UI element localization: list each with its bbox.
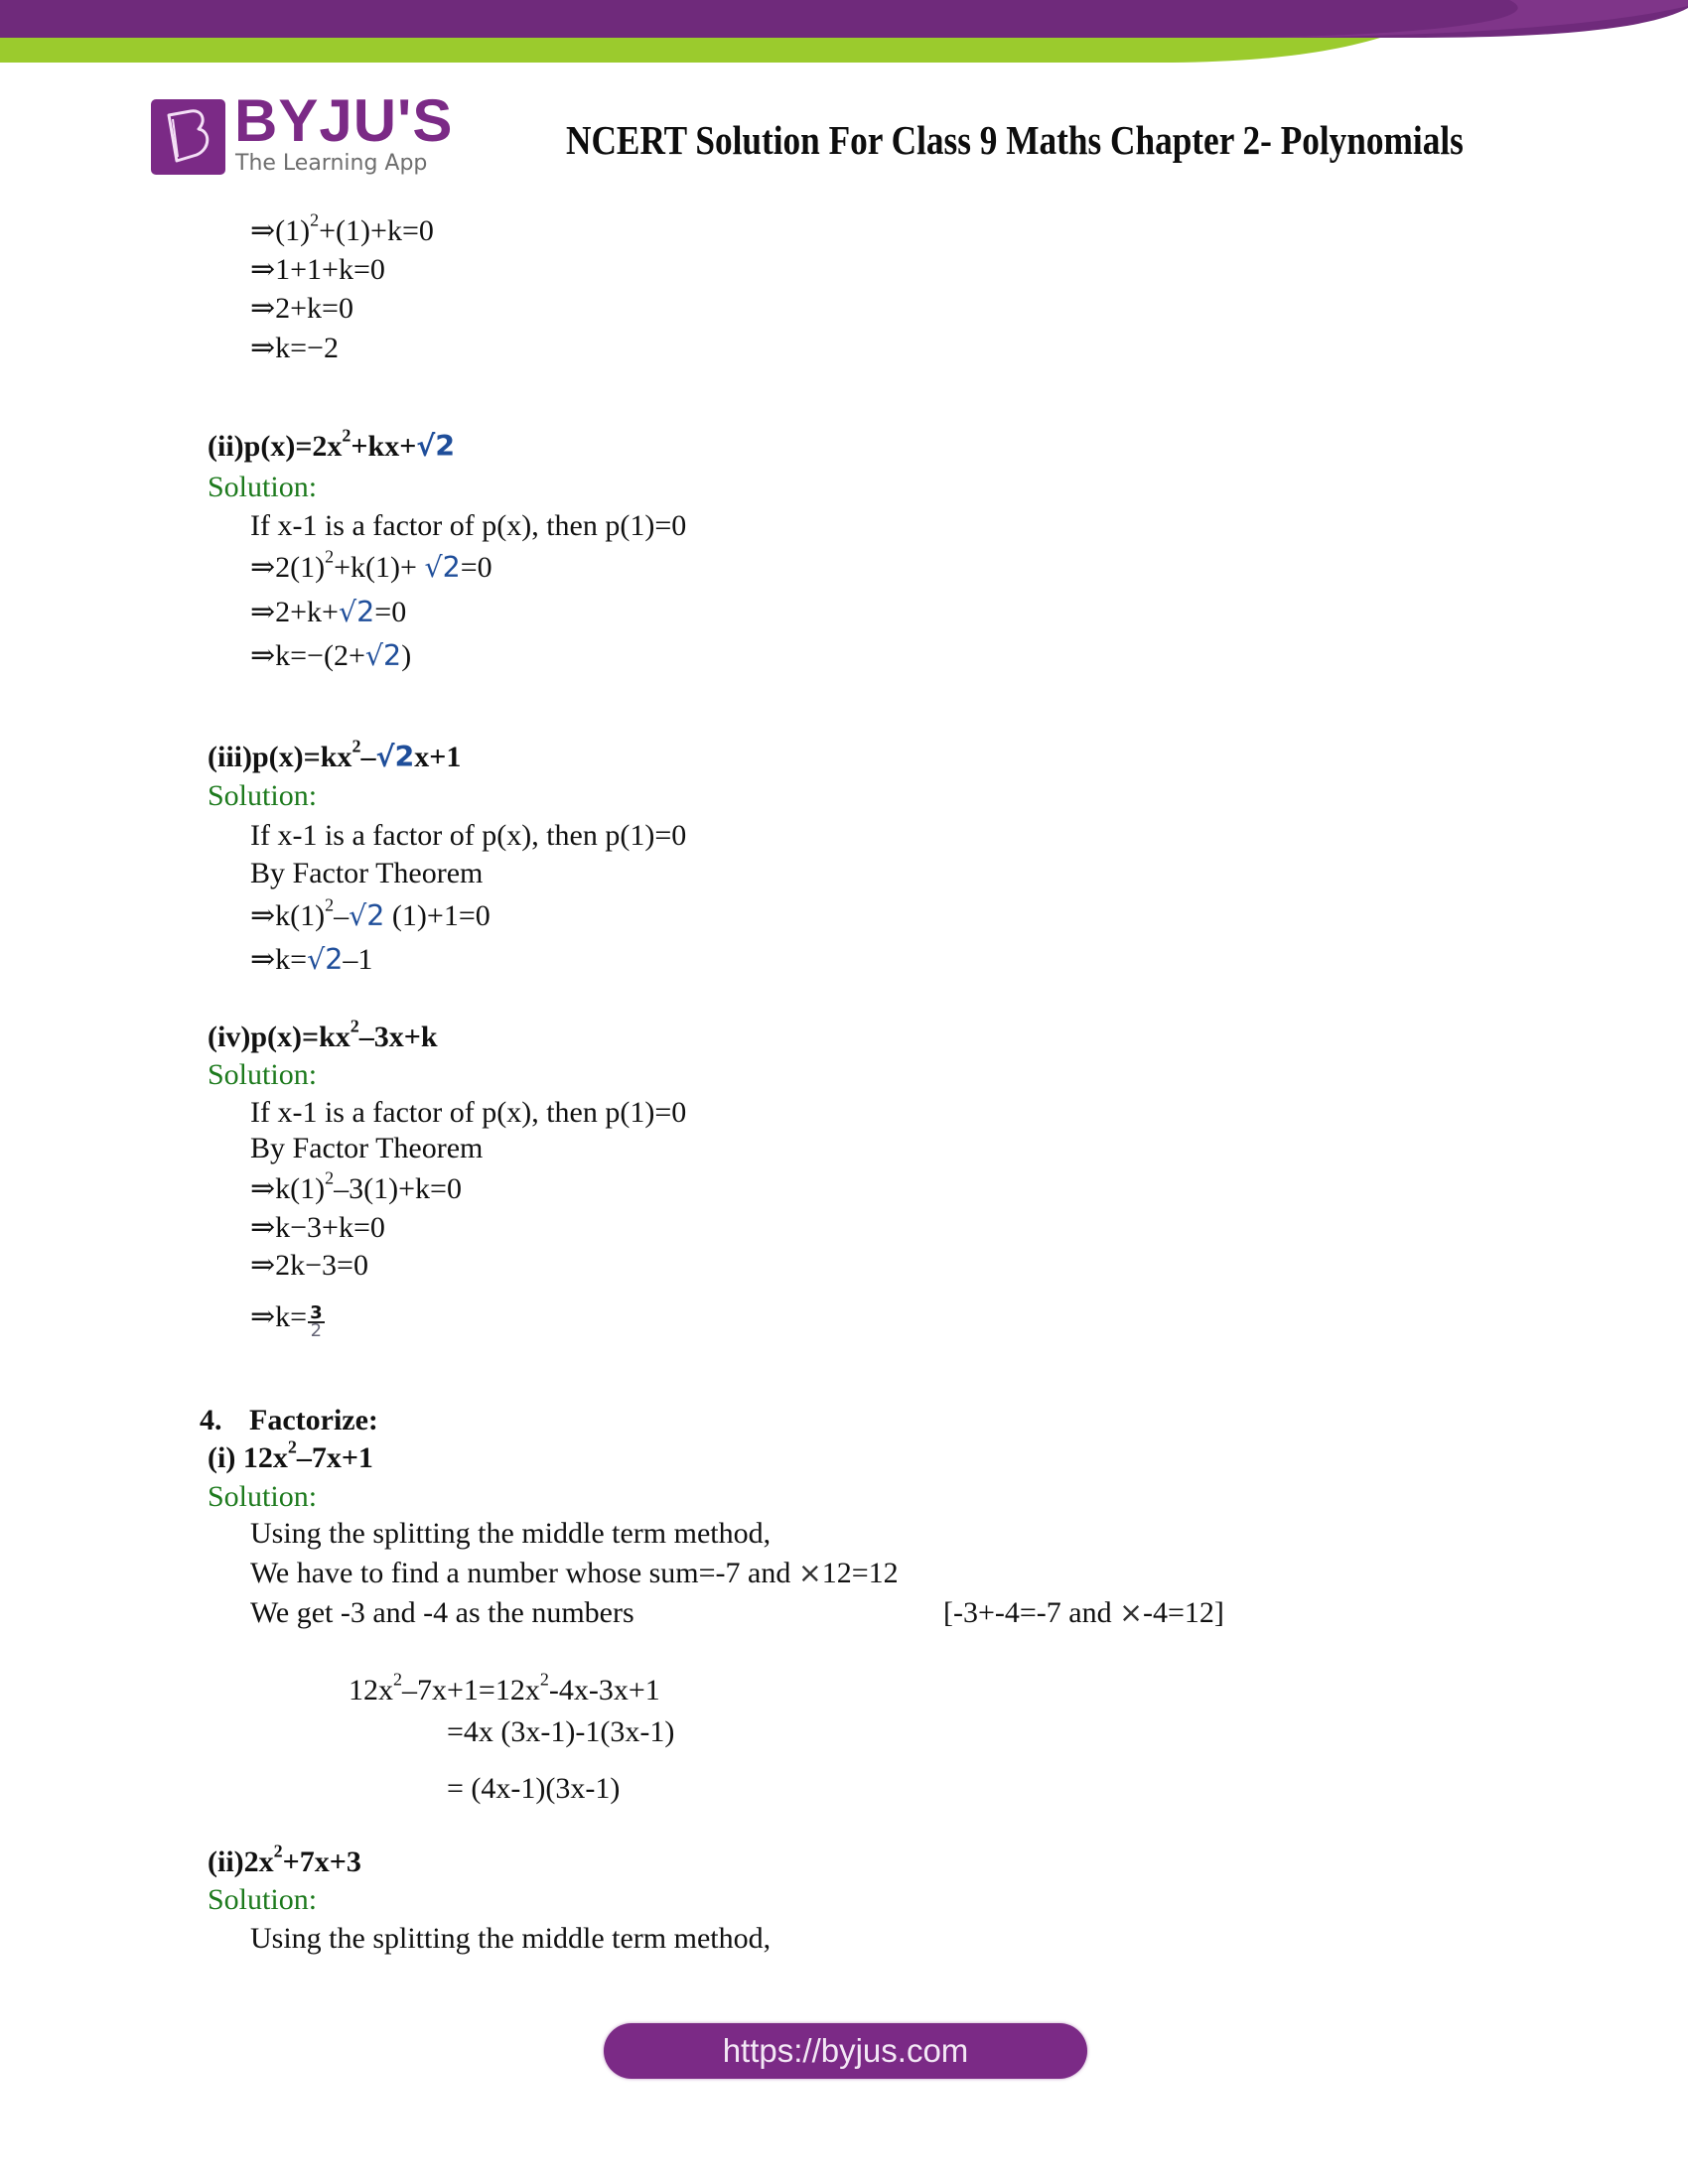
sqrt-symbol: √2 bbox=[375, 741, 415, 773]
heading-text: (iii)p(x)=kx bbox=[208, 741, 352, 773]
solution-text: We have to find a number whose sum=-7 and bbox=[250, 1557, 798, 1589]
heading-text: – bbox=[360, 741, 376, 773]
heading-text: x+1 bbox=[414, 741, 462, 773]
equation-text: 12x bbox=[349, 1674, 393, 1706]
question-title: Factorize: bbox=[249, 1404, 378, 1436]
logo-wordmark: BYJU'S bbox=[234, 87, 454, 154]
logo-b-icon bbox=[151, 99, 225, 175]
superscript: 2 bbox=[539, 1669, 549, 1690]
equation-line: =4x (3x-1)-1(3x-1) bbox=[447, 1715, 675, 1748]
step-line bbox=[250, 942, 372, 978]
step-text: ⇒k(1) bbox=[250, 1172, 326, 1205]
step-text: (1)+1=0 bbox=[384, 899, 491, 932]
step-text: –1 bbox=[343, 943, 373, 976]
multiply-symbol: × bbox=[1119, 1596, 1144, 1629]
fraction-numerator: 3 bbox=[310, 1302, 323, 1324]
heading-text: (i) 12x bbox=[208, 1441, 288, 1474]
solution-line: We get -3 and -4 as the numbers bbox=[250, 1596, 634, 1629]
superscript: 2 bbox=[287, 1436, 297, 1457]
solution-line: If x-1 is a factor of p(x), then p(1)=0 bbox=[250, 819, 687, 852]
step-text: ⇒2+k+ bbox=[250, 596, 339, 628]
equation-text: –7x+1=12x bbox=[402, 1674, 540, 1706]
document-title: NCERT Solution For Class 9 Maths Chapter 2- Polynomials bbox=[566, 117, 1464, 163]
side-note bbox=[943, 1595, 1224, 1631]
step-text: ⇒(1) bbox=[250, 214, 311, 247]
solution-line: By Factor Theorem bbox=[250, 857, 484, 889]
sqrt-symbol: √2 bbox=[307, 943, 344, 976]
step-line: ⇒1+1+k=0 bbox=[250, 253, 385, 286]
question-heading bbox=[208, 425, 456, 465]
step-text: ⇒k(1) bbox=[250, 899, 326, 932]
heading-text: (iv)p(x)=kx bbox=[208, 1021, 351, 1053]
question-heading bbox=[208, 1841, 361, 1880]
solution-line bbox=[250, 1556, 899, 1591]
footer-url-text: https://byjus.com bbox=[722, 2032, 969, 2069]
fraction bbox=[308, 1302, 325, 1342]
solution-label: Solution: bbox=[208, 1480, 318, 1513]
superscript: 2 bbox=[352, 736, 361, 756]
step-text: ⇒k= bbox=[250, 943, 308, 976]
step-line bbox=[250, 1167, 462, 1207]
step-text: ⇒2(1) bbox=[250, 551, 326, 584]
solution-label: Solution: bbox=[208, 471, 318, 503]
solution-line: By Factor Theorem bbox=[250, 1132, 484, 1164]
header-banner bbox=[0, 0, 1688, 69]
equation-line: = (4x-1)(3x-1) bbox=[447, 1772, 621, 1805]
step-text: ⇒k= bbox=[250, 1300, 308, 1333]
multiply-symbol: × bbox=[797, 1557, 822, 1589]
step-line bbox=[250, 595, 406, 630]
heading-text: (ii)2x bbox=[208, 1845, 274, 1878]
solution-text: 12=12 bbox=[821, 1557, 899, 1589]
question-heading bbox=[208, 1016, 438, 1055]
solution-label: Solution: bbox=[208, 779, 318, 812]
step-line bbox=[250, 894, 491, 934]
superscript: 2 bbox=[325, 894, 335, 915]
solution-line: If x-1 is a factor of p(x), then p(1)=0 bbox=[250, 509, 687, 542]
note-text: -4=12] bbox=[1143, 1596, 1224, 1629]
superscript: 2 bbox=[325, 1167, 335, 1188]
step-text: =0 bbox=[374, 596, 407, 628]
step-text: +(1)+k=0 bbox=[319, 214, 434, 247]
step-line bbox=[250, 638, 411, 674]
equation-line bbox=[349, 1669, 660, 1708]
step-text: =0 bbox=[460, 551, 492, 584]
step-line: ⇒2k−3=0 bbox=[250, 1249, 368, 1282]
superscript: 2 bbox=[393, 1669, 402, 1690]
step-line bbox=[250, 1299, 325, 1342]
question-heading bbox=[208, 736, 462, 775]
solution-line: Using the splitting the middle term method, bbox=[250, 1922, 772, 1955]
step-line bbox=[250, 209, 434, 249]
superscript: 2 bbox=[273, 1841, 283, 1861]
byjus-logo-mark bbox=[151, 99, 225, 175]
solution-label: Solution: bbox=[208, 1058, 318, 1091]
question-number: 4. bbox=[200, 1404, 222, 1436]
solution-line: Using the splitting the middle term method, bbox=[250, 1517, 772, 1550]
solution-line: If x-1 is a factor of p(x), then p(1)=0 bbox=[250, 1096, 687, 1129]
sqrt-symbol: √2 bbox=[416, 430, 456, 463]
step-text: ) bbox=[401, 639, 412, 672]
question-heading bbox=[208, 1436, 373, 1476]
step-text: +k(1)+ bbox=[334, 551, 425, 584]
step-text: ⇒k=−(2+ bbox=[250, 639, 365, 672]
superscript: 2 bbox=[325, 546, 335, 567]
step-line: ⇒2+k=0 bbox=[250, 292, 353, 325]
footer-url-link[interactable] bbox=[604, 2023, 1087, 2079]
equation-text: -4x-3x+1 bbox=[548, 1674, 660, 1706]
sqrt-symbol: √2 bbox=[424, 551, 461, 584]
heading-text: (ii)p(x)=2x bbox=[208, 430, 343, 463]
superscript: 2 bbox=[310, 209, 320, 230]
step-line: ⇒k=−2 bbox=[250, 332, 339, 364]
heading-text: –7x+1 bbox=[296, 1441, 373, 1474]
step-text: –3(1)+k=0 bbox=[334, 1172, 462, 1205]
step-line: ⇒k−3+k=0 bbox=[250, 1211, 385, 1244]
superscript: 2 bbox=[350, 1016, 359, 1036]
step-text: – bbox=[334, 899, 350, 932]
logo-tagline: The Learning App bbox=[235, 151, 428, 176]
sqrt-symbol: √2 bbox=[364, 639, 402, 672]
solution-label: Solution: bbox=[208, 1883, 318, 1916]
step-line bbox=[250, 546, 492, 586]
sqrt-symbol: √2 bbox=[349, 899, 385, 932]
heading-text: –3x+k bbox=[358, 1021, 438, 1053]
sqrt-symbol: √2 bbox=[338, 596, 375, 628]
superscript: 2 bbox=[342, 425, 352, 446]
heading-text: +kx+ bbox=[351, 430, 417, 463]
fraction-denominator: 2 bbox=[310, 1320, 323, 1342]
heading-text: +7x+3 bbox=[282, 1845, 361, 1878]
note-text: [-3+-4=-7 and bbox=[943, 1596, 1120, 1629]
